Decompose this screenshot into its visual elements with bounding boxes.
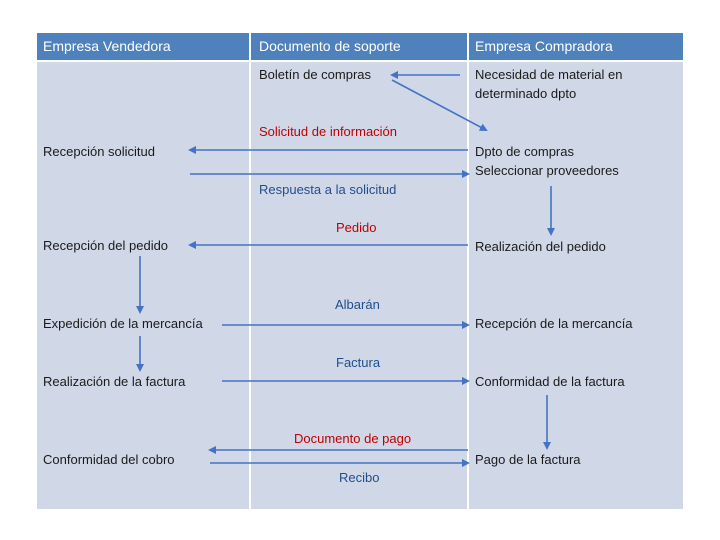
header-buyer: Empresa Compradora bbox=[469, 33, 683, 60]
doc-respuesta-solicitud: Respuesta a la solicitud bbox=[259, 182, 397, 197]
doc-documento-pago: Documento de pago bbox=[294, 431, 412, 446]
header-divider bbox=[37, 60, 683, 62]
header-document: Documento de soporte bbox=[251, 33, 467, 60]
buyer-realizacion-pedido: Realización del pedido bbox=[475, 239, 606, 254]
seller-step-expedicion: Expedición de la mercancía bbox=[43, 316, 203, 331]
header-seller: Empresa Vendedora bbox=[37, 33, 249, 60]
buyer-necesidad-line1: Necesidad de material en bbox=[475, 67, 623, 82]
doc-pedido: Pedido bbox=[336, 220, 377, 235]
doc-solicitud-informacion: Solicitud de información bbox=[259, 124, 398, 139]
buyer-pago-factura: Pago de la factura bbox=[475, 452, 581, 467]
buyer-necesidad-line2: determinado dpto bbox=[475, 86, 577, 101]
doc-boletin-compras: Boletín de compras bbox=[259, 67, 372, 82]
seller-column bbox=[37, 33, 249, 509]
doc-albaran: Albarán bbox=[335, 297, 380, 312]
buyer-recepcion-mercancia: Recepción de la mercancía bbox=[475, 316, 633, 331]
seller-step-recepcion-solicitud: Recepción solicitud bbox=[43, 144, 156, 159]
buyer-column bbox=[469, 33, 683, 509]
seller-step-realizacion-factura: Realización de la factura bbox=[43, 374, 186, 389]
doc-recibo: Recibo bbox=[339, 470, 380, 485]
buyer-dpto-compras: Dpto de compras bbox=[475, 144, 574, 159]
doc-factura: Factura bbox=[336, 355, 381, 370]
buyer-conformidad-factura: Conformidad de la factura bbox=[475, 374, 625, 389]
seller-step-conformidad-cobro: Conformidad del cobro bbox=[43, 452, 175, 467]
seller-step-recepcion-pedido: Recepción del pedido bbox=[43, 238, 169, 253]
buyer-seleccionar-proveedores: Seleccionar proveedores bbox=[475, 163, 619, 178]
